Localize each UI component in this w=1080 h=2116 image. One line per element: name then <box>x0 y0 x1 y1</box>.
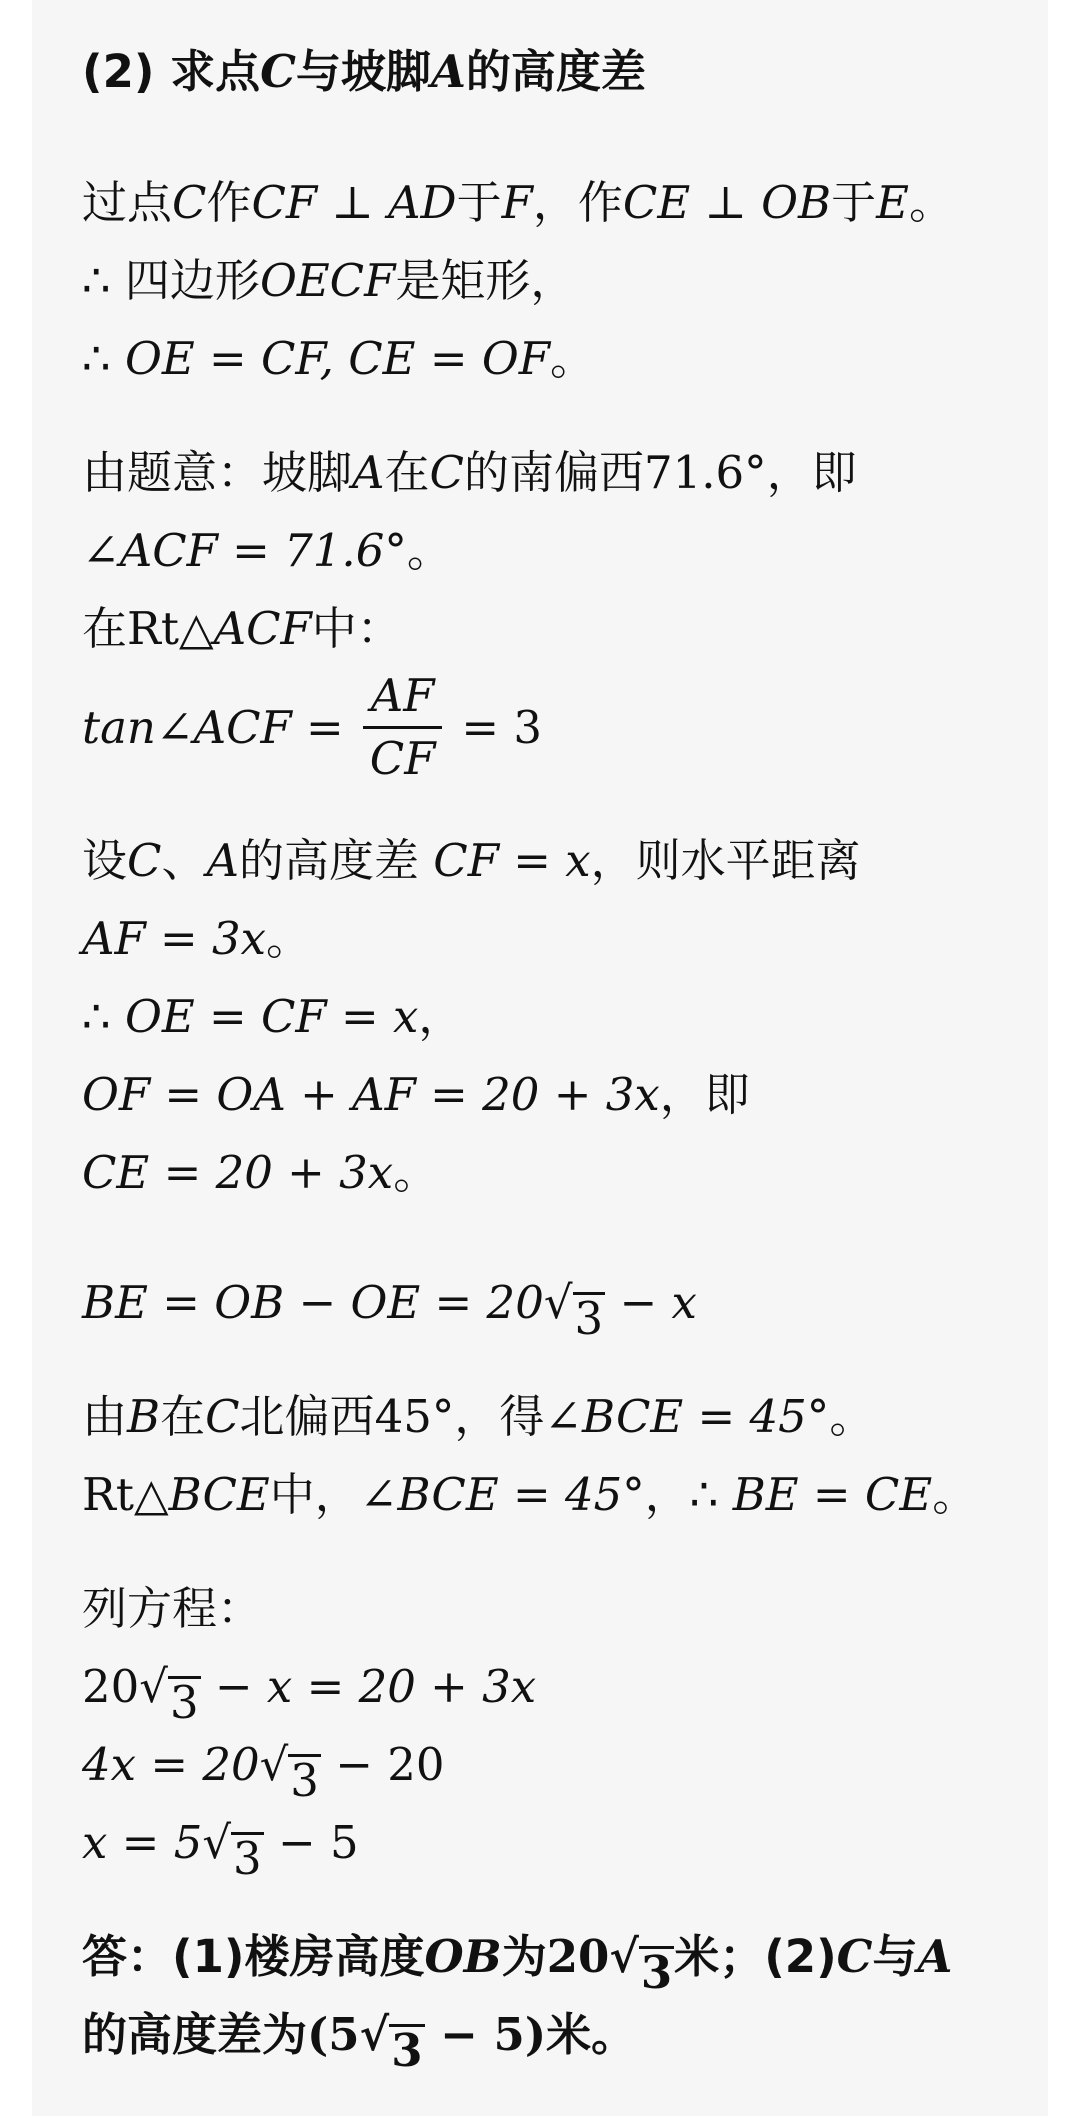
text: ∴ <box>82 990 125 1043</box>
text: 列方程： <box>82 1582 263 1635</box>
fraction-denominator: CF <box>369 731 436 785</box>
math: C <box>127 834 162 887</box>
text: ，∴ <box>644 1468 733 1521</box>
triangle-line <box>82 590 1032 668</box>
sqrt: √ 3 <box>609 1930 673 1999</box>
equation-heading <box>82 1570 1032 1648</box>
radicand: 3 <box>391 2023 423 2077</box>
text: 的南偏西 <box>463 446 644 499</box>
text: 为 <box>501 1930 547 1983</box>
text: ，则水平距离 <box>590 834 861 887</box>
rectangle-line <box>82 242 1032 320</box>
math: 20 <box>546 1930 610 1983</box>
math: AF = 3x <box>82 912 267 965</box>
sqrt: √ 3 <box>202 1816 262 1885</box>
text: 。 <box>908 176 954 229</box>
text: ∴ 四边形 <box>82 254 260 307</box>
math: 71.6° <box>643 446 767 499</box>
math: △BCE <box>133 1468 270 1521</box>
math: (5 <box>307 2008 360 2061</box>
math: − 5 <box>277 1816 359 1869</box>
math: CE ⊥ OB <box>622 176 832 229</box>
math: OB <box>424 1930 502 1983</box>
text: 米。 <box>546 2008 637 2061</box>
section-title <box>82 32 1032 112</box>
equation-1 <box>82 1648 1032 1729</box>
text: 在 <box>160 1390 206 1443</box>
text: 是矩形， <box>395 254 576 307</box>
text: ，得 <box>454 1390 545 1443</box>
math: − x <box>619 1276 697 1329</box>
math: 45° <box>374 1390 455 1443</box>
text: ∴ <box>82 332 125 385</box>
math: △ACF <box>178 602 312 655</box>
math: C <box>429 446 464 499</box>
spacer <box>82 1342 1032 1378</box>
math: B <box>127 1390 161 1443</box>
text: 答：(1)楼房高度 <box>82 1930 425 1983</box>
spacer <box>82 1882 1032 1918</box>
given-line <box>82 434 1032 512</box>
text: 设 <box>82 834 128 887</box>
radicand: 3 <box>640 1945 673 1999</box>
text: 于 <box>831 176 877 229</box>
text: 中： <box>311 602 402 655</box>
solution-card <box>32 0 1048 2116</box>
math: OE = CF, CE = OF <box>124 332 550 385</box>
math: CF = x <box>433 834 591 887</box>
assume-line <box>82 822 1032 900</box>
math: x = 5 <box>82 1816 203 1869</box>
sqrt: √ 3 <box>543 1276 604 1345</box>
text: 于 <box>456 176 502 229</box>
bce-line <box>82 1456 1032 1534</box>
text: ， <box>418 990 464 1043</box>
title-var: A <box>430 45 466 98</box>
be-equation <box>82 1264 1032 1345</box>
tangent-equation <box>82 668 1032 786</box>
radicand: 3 <box>290 1753 319 1807</box>
text: 与 <box>872 1930 918 1983</box>
fraction <box>362 670 444 785</box>
math: − 20 <box>335 1738 445 1791</box>
math: 20 <box>82 1660 140 1713</box>
math: BE = OB − OE = 20 <box>82 1276 544 1329</box>
direction-line <box>82 1378 1032 1456</box>
text: 由题意：坡脚 <box>82 446 353 499</box>
sqrt: √ 3 <box>259 1738 319 1807</box>
radicand: 3 <box>233 1831 262 1885</box>
text: 。 <box>549 332 595 385</box>
text: 。 <box>266 912 312 965</box>
math: = 3 <box>461 700 543 754</box>
text: 过点 <box>82 176 173 229</box>
text: ，即 <box>659 1068 750 1121</box>
equation-2 <box>82 1726 1032 1807</box>
math: ∠BCE = 45° <box>359 1468 645 1521</box>
math: OF = OA + AF = 20 + 3x <box>82 1068 660 1121</box>
math: Rt <box>82 1468 134 1521</box>
math: − 5) <box>424 2008 547 2061</box>
solution-content <box>82 32 1032 2077</box>
text: 。 <box>829 1390 875 1443</box>
text: 中， <box>269 1468 360 1521</box>
answer-line-2 <box>82 1996 1032 2077</box>
math: C <box>172 176 207 229</box>
answer-line-1 <box>82 1918 1032 1999</box>
radicand: 3 <box>169 1675 199 1729</box>
math: C <box>836 1930 873 1983</box>
text: 。 <box>406 524 452 577</box>
text: 在 <box>82 602 128 655</box>
title-text: 的高度差 <box>465 45 646 98</box>
text: 北偏西 <box>239 1390 375 1443</box>
math: ∠ACF = 71.6° <box>82 524 407 577</box>
radicand: 3 <box>574 1291 604 1345</box>
math: A <box>917 1930 953 1983</box>
text: ，即 <box>766 446 857 499</box>
fraction-numerator: AF <box>363 670 443 729</box>
spacer <box>82 1212 1032 1264</box>
spacer <box>82 112 1032 164</box>
math: C <box>205 1390 240 1443</box>
text: 米；(2) <box>674 1930 837 1983</box>
text: 在 <box>384 446 430 499</box>
text: 的高度差 <box>238 834 434 887</box>
construction-line <box>82 164 1032 242</box>
af-line <box>82 900 1032 978</box>
angle-line <box>82 512 1032 590</box>
math: OE = CF = x <box>124 990 419 1043</box>
spacer <box>82 786 1032 822</box>
sqrt: √ 3 <box>139 1660 199 1729</box>
text: 由 <box>82 1390 128 1443</box>
math: A <box>206 834 239 887</box>
math: ∠BCE = 45° <box>544 1390 830 1443</box>
text: ，作 <box>532 176 623 229</box>
math: A <box>352 446 385 499</box>
of-line <box>82 1056 1032 1134</box>
sqrt: √ 3 <box>359 2008 423 2077</box>
text: 作 <box>206 176 252 229</box>
text: 。 <box>393 1146 439 1199</box>
math: E <box>876 176 909 229</box>
math: CF ⊥ AD <box>251 176 457 229</box>
math: − x = 20 + 3x <box>214 1660 537 1713</box>
text: 、 <box>161 834 207 887</box>
title-text: 与坡脚 <box>295 45 431 98</box>
equality-line <box>82 320 1032 398</box>
title-var: C <box>260 45 296 98</box>
math: CE = 20 + 3x <box>82 1146 394 1199</box>
title-text: (2) 求点 <box>82 45 261 98</box>
math: tan∠ACF = <box>82 700 344 754</box>
equation-3 <box>82 1804 1032 1885</box>
text: 。 <box>932 1468 978 1521</box>
text: 的高度差为 <box>82 2008 308 2061</box>
math: Rt <box>127 602 179 655</box>
oe-line <box>82 978 1032 1056</box>
spacer <box>82 398 1032 434</box>
ce-line <box>82 1134 1032 1212</box>
math: OECF <box>259 254 396 307</box>
math: BE = CE <box>732 1468 933 1521</box>
math: 4x = 20 <box>82 1738 260 1791</box>
math: F <box>501 176 533 229</box>
spacer <box>82 1534 1032 1570</box>
